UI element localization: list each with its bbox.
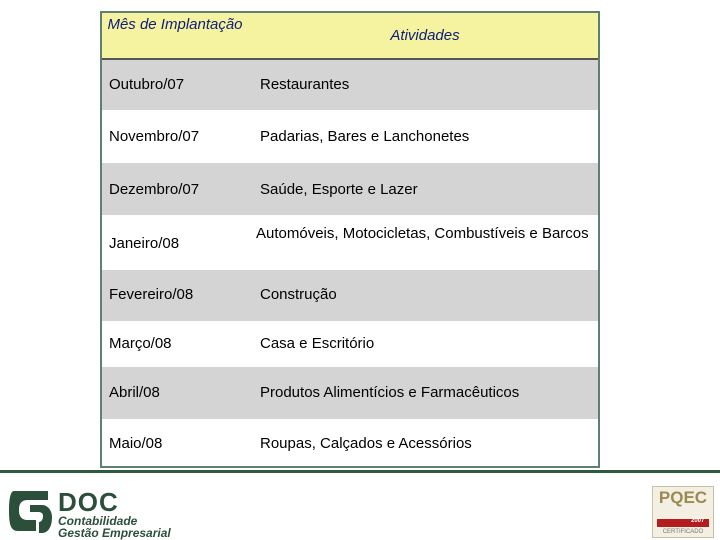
row-activity: Roupas, Calçados e Acessórios	[260, 435, 472, 452]
table-header	[102, 13, 598, 60]
row-activity: Construção	[260, 286, 337, 303]
table-row	[102, 110, 598, 163]
row-month: Abril/08	[109, 384, 160, 401]
table-row	[102, 419, 598, 466]
table-row	[102, 367, 598, 419]
table-row	[102, 60, 598, 110]
row-activity: Produtos Alimentícios e Farmacêuticos	[260, 384, 520, 401]
header-activities: Atividades	[390, 27, 460, 44]
logo-tagline-1: Contabilidade	[58, 514, 138, 528]
activities-table	[100, 11, 600, 468]
row-activity: Restaurantes	[260, 76, 350, 93]
badge-year: 2007	[691, 518, 705, 524]
row-activity: Automóveis, Motocicletas, Combustíveis e Barcos	[256, 225, 589, 242]
badge-title: PQEC	[658, 488, 708, 507]
doc-logo	[8, 487, 178, 539]
table-row	[102, 321, 598, 367]
doc-logo-icon	[8, 487, 54, 537]
table-row	[102, 163, 598, 215]
table-row	[102, 215, 598, 270]
header-month: Mês de Implantação	[107, 16, 243, 33]
row-month: Fevereiro/08	[109, 286, 194, 303]
logo-tagline-2: Gestão Empresarial	[58, 526, 171, 540]
row-month: Outubro/07	[109, 76, 185, 93]
row-activity: Saúde, Esporte e Lazer	[260, 181, 418, 198]
pqec-badge	[652, 486, 714, 538]
badge-subtitle: CERTIFICADO	[662, 529, 704, 535]
row-month: Novembro/07	[109, 128, 200, 145]
row-month: Maio/08	[109, 435, 163, 452]
footer-divider	[0, 470, 720, 473]
row-activity: Padarias, Bares e Lanchonetes	[260, 128, 470, 145]
row-activity: Casa e Escritório	[260, 335, 375, 352]
row-month: Março/08	[109, 335, 172, 352]
row-month: Dezembro/07	[109, 181, 200, 198]
logo-wordmark: DOC	[58, 487, 119, 517]
table-row	[102, 270, 598, 321]
row-month: Janeiro/08	[109, 235, 180, 252]
